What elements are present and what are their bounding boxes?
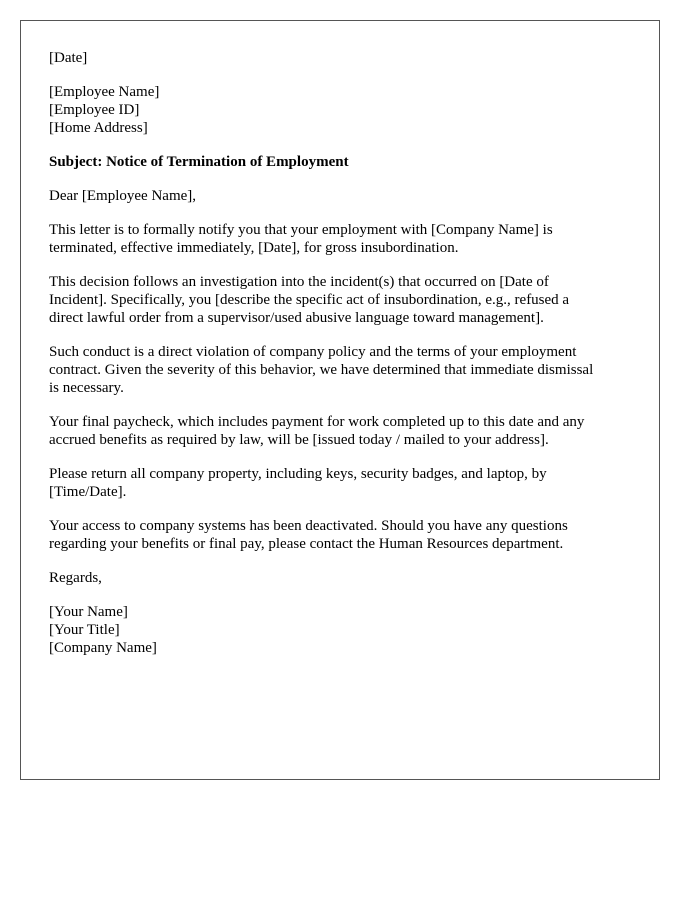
paragraph-line: accrued benefits as required by law, will be [issued today / mailed to your address].: [49, 432, 549, 448]
letter-salutation: Dear [Employee Name],: [49, 188, 197, 204]
body-paragraph-5: [49, 465, 639, 501]
body-paragraph-3: [49, 343, 639, 397]
paragraph-line: regarding your benefits or final pay, please contact the Human Resources department.: [49, 536, 564, 552]
paragraph-line: direct lawful order from a supervisor/used abusive language toward management].: [49, 310, 544, 326]
paragraph-line: contract. Given the severity of this behavior, we have determined that immediate dismissal: [49, 362, 594, 378]
signature-name: [Your Name]: [49, 604, 128, 620]
paragraph-line: Please return all company property, including keys, security badges, and laptop, by: [49, 466, 547, 482]
paragraph-line: [Time/Date].: [49, 484, 127, 500]
salutation-block: [49, 187, 639, 205]
recipient-address: [Home Address]: [49, 120, 148, 136]
recipient-id: [Employee ID]: [49, 102, 140, 118]
letter-date-block: [49, 49, 639, 67]
paragraph-line: This letter is to formally notify you that your employment with [Company Name] is: [49, 222, 553, 238]
signature-block: [49, 603, 639, 657]
recipient-block: [49, 83, 639, 137]
letter-page: [20, 20, 660, 780]
body-paragraph-6: [49, 517, 639, 553]
letter-body: [49, 49, 639, 673]
paragraph-line: Such conduct is a direct violation of company policy and the terms of your employment: [49, 344, 577, 360]
body-paragraph-4: [49, 413, 639, 449]
body-paragraph-2: [49, 273, 639, 327]
paragraph-line: is necessary.: [49, 380, 124, 396]
closing-block: [49, 569, 639, 587]
paragraph-line: Incident]. Specifically, you [describe the specific act of insubordination, e.g., refused a: [49, 292, 570, 308]
paragraph-line: Your final paycheck, which includes payment for work completed up to this date and any: [49, 414, 585, 430]
paragraph-line: Your access to company systems has been deactivated. Should you have any questions: [49, 518, 568, 534]
recipient-name: [Employee Name]: [49, 84, 160, 100]
paragraph-line: This decision follows an investigation into the incident(s) that occurred on [Date of: [49, 274, 549, 290]
body-paragraph-1: [49, 221, 639, 257]
letter-closing: Regards,: [49, 570, 102, 586]
subject-block: [49, 153, 639, 171]
letter-date: [Date]: [49, 50, 88, 66]
paragraph-line: terminated, effective immediately, [Date], for gross insubordination.: [49, 240, 459, 256]
signature-company: [Company Name]: [49, 640, 157, 656]
letter-subject: Subject: Notice of Termination of Employment: [49, 154, 349, 170]
signature-title: [Your Title]: [49, 622, 120, 638]
